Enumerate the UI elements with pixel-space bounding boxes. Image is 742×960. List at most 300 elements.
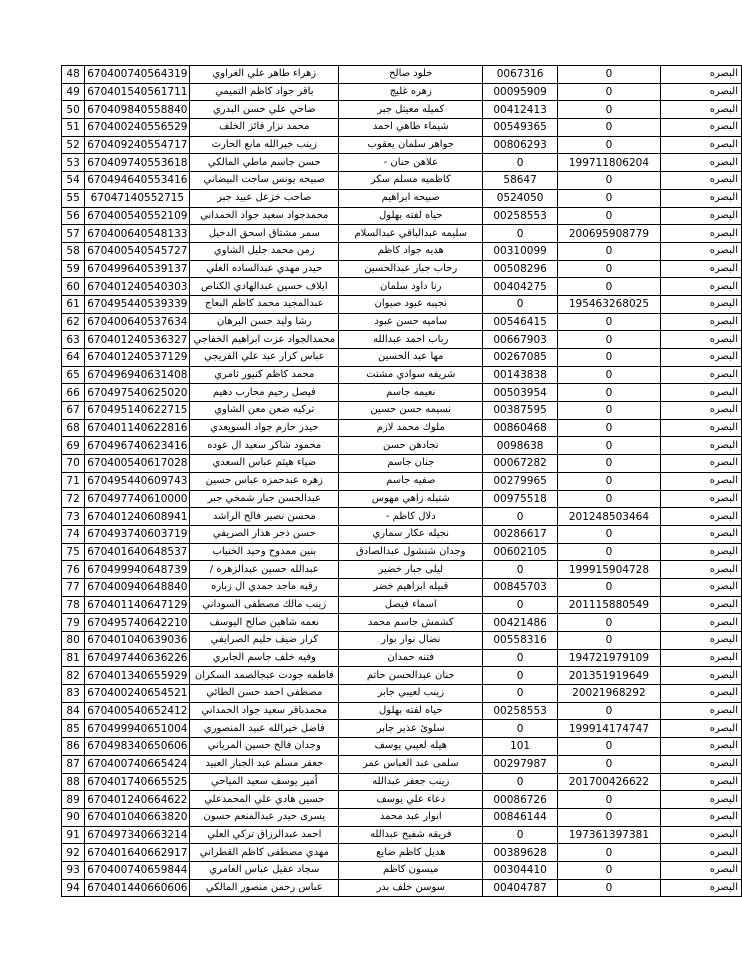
card-number-cell: 00258553 bbox=[483, 207, 557, 225]
governorate-cell: البصره bbox=[661, 667, 742, 685]
row-number-cell: 78 bbox=[62, 596, 85, 614]
table-row bbox=[62, 861, 742, 879]
mother-name-cell: اسماء فيصل bbox=[339, 596, 483, 614]
governorate-cell: البصره bbox=[661, 755, 742, 773]
mother-name-cell: رباب احمد عبدالله bbox=[339, 331, 483, 349]
id-number-cell: 670401740665525 bbox=[85, 773, 190, 791]
card-number-cell: 0067316 bbox=[483, 66, 557, 84]
id-number-cell: 670401240540303 bbox=[85, 278, 190, 296]
full-name-cell: حسن جاسم ماطي المالكي bbox=[190, 154, 339, 172]
governorate-cell: البصره bbox=[661, 384, 742, 402]
table-row bbox=[62, 472, 742, 490]
row-number-cell: 54 bbox=[62, 172, 85, 190]
full-name-cell: مهدي مصطفى كاظم القطراني bbox=[190, 844, 339, 862]
table-row bbox=[62, 879, 742, 897]
id-number-cell: 670401040663820 bbox=[85, 808, 190, 826]
id-number-cell: 670400740659844 bbox=[85, 861, 190, 879]
governorate-cell: البصره bbox=[661, 154, 742, 172]
table-row bbox=[62, 384, 742, 402]
governorate-cell: البصره bbox=[661, 490, 742, 508]
birth-number-cell: 0 bbox=[557, 119, 660, 137]
birth-number-cell: 0 bbox=[557, 83, 660, 101]
table-row bbox=[62, 543, 742, 561]
row-number-cell: 75 bbox=[62, 543, 85, 561]
row-number-cell: 65 bbox=[62, 366, 85, 384]
id-number-cell: 670495440539339 bbox=[85, 295, 190, 313]
full-name-cell: وفيه خلف جاسم الجابري bbox=[190, 649, 339, 667]
card-number-cell: 0 bbox=[483, 154, 557, 172]
mother-name-cell: سليمه عبدالباقي عبدالسلام bbox=[339, 225, 483, 243]
table-row bbox=[62, 331, 742, 349]
governorate-cell: البصره bbox=[661, 578, 742, 596]
row-number-cell: 89 bbox=[62, 791, 85, 809]
full-name-cell: محمدجواد سعيد جواد الحمداني bbox=[190, 207, 339, 225]
table-row bbox=[62, 402, 742, 420]
birth-number-cell: 194721979109 bbox=[557, 649, 660, 667]
table-row bbox=[62, 136, 742, 154]
governorate-cell: البصره bbox=[661, 189, 742, 207]
full-name-cell: عباس رحمن منصور المالكي bbox=[190, 879, 339, 897]
card-number-cell: 0 bbox=[483, 561, 557, 579]
row-number-cell: 67 bbox=[62, 402, 85, 420]
card-number-cell: 00602105 bbox=[483, 543, 557, 561]
governorate-cell: البصره bbox=[661, 419, 742, 437]
card-number-cell: 00845703 bbox=[483, 578, 557, 596]
id-number-cell: 670401240664622 bbox=[85, 791, 190, 809]
row-number-cell: 69 bbox=[62, 437, 85, 455]
table-row bbox=[62, 596, 742, 614]
mother-name-cell: رحاب جبار عبدالحسين bbox=[339, 260, 483, 278]
governorate-cell: البصره bbox=[661, 101, 742, 119]
governorate-cell: البصره bbox=[661, 702, 742, 720]
id-number-cell: 670493740603719 bbox=[85, 525, 190, 543]
table-row bbox=[62, 578, 742, 596]
full-name-cell: فاضل خيرالله عبيد المنصوري bbox=[190, 720, 339, 738]
records-table-body bbox=[62, 66, 742, 897]
mother-name-cell: فريقه شفيح عبدالله bbox=[339, 826, 483, 844]
card-number-cell: 00143838 bbox=[483, 366, 557, 384]
row-number-cell: 53 bbox=[62, 154, 85, 172]
birth-number-cell: 0 bbox=[557, 189, 660, 207]
table-row bbox=[62, 649, 742, 667]
table-row bbox=[62, 826, 742, 844]
mother-name-cell: هديه جواد كاظم bbox=[339, 242, 483, 260]
card-number-cell: 00304410 bbox=[483, 861, 557, 879]
governorate-cell: البصره bbox=[661, 879, 742, 897]
governorate-cell: البصره bbox=[661, 278, 742, 296]
birth-number-cell: 201248503464 bbox=[557, 508, 660, 526]
table-row bbox=[62, 260, 742, 278]
mother-name-cell: دعاء علي يوسف bbox=[339, 791, 483, 809]
birth-number-cell: 0 bbox=[557, 879, 660, 897]
card-number-cell: 00508296 bbox=[483, 260, 557, 278]
birth-number-cell: 0 bbox=[557, 384, 660, 402]
mother-name-cell: رنا داود سلمان bbox=[339, 278, 483, 296]
id-number-cell: 670401140622816 bbox=[85, 419, 190, 437]
table-row bbox=[62, 702, 742, 720]
card-number-cell: 00086726 bbox=[483, 791, 557, 809]
card-number-cell: 0 bbox=[483, 773, 557, 791]
row-number-cell: 79 bbox=[62, 614, 85, 632]
full-name-cell: زهره عبدحمزه عباس حسين bbox=[190, 472, 339, 490]
governorate-cell: البصره bbox=[661, 808, 742, 826]
table-row bbox=[62, 667, 742, 685]
id-number-cell: 670495140622715 bbox=[85, 402, 190, 420]
card-number-cell: 0098638 bbox=[483, 437, 557, 455]
birth-number-cell: 0 bbox=[557, 101, 660, 119]
id-number-cell: 670400740564319 bbox=[85, 66, 190, 84]
id-number-cell: 670401440660606 bbox=[85, 879, 190, 897]
id-number-cell: 670401040639036 bbox=[85, 632, 190, 650]
birth-number-cell: 199914174747 bbox=[557, 720, 660, 738]
governorate-cell: البصره bbox=[661, 402, 742, 420]
id-number-cell: 670409240554717 bbox=[85, 136, 190, 154]
mother-name-cell: زينب لعيبي جابر bbox=[339, 685, 483, 703]
table-row bbox=[62, 437, 742, 455]
birth-number-cell: 0 bbox=[557, 455, 660, 473]
mother-name-cell: انوار عبد محمد bbox=[339, 808, 483, 826]
card-number-cell: 0524050 bbox=[483, 189, 557, 207]
id-number-cell: 670401340655929 bbox=[85, 667, 190, 685]
row-number-cell: 90 bbox=[62, 808, 85, 826]
birth-number-cell: 0 bbox=[557, 472, 660, 490]
row-number-cell: 70 bbox=[62, 455, 85, 473]
mother-name-cell: صبيحه ابراهيم bbox=[339, 189, 483, 207]
governorate-cell: البصره bbox=[661, 561, 742, 579]
full-name-cell: محمدباقر سعيد جواد الحمداني bbox=[190, 702, 339, 720]
birth-number-cell: 0 bbox=[557, 808, 660, 826]
governorate-cell: البصره bbox=[661, 66, 742, 84]
card-number-cell: 58647 bbox=[483, 172, 557, 190]
row-number-cell: 88 bbox=[62, 773, 85, 791]
row-number-cell: 64 bbox=[62, 349, 85, 367]
birth-number-cell: 0 bbox=[557, 614, 660, 632]
card-number-cell: 00279965 bbox=[483, 472, 557, 490]
full-name-cell: زينب مالك مصطفى السوداني bbox=[190, 596, 339, 614]
id-number-cell: 670400540545727 bbox=[85, 242, 190, 260]
mother-name-cell: حنان عبدالحسن حاتم bbox=[339, 667, 483, 685]
mother-name-cell: شيماء طاهي احمد bbox=[339, 119, 483, 137]
governorate-cell: البصره bbox=[661, 119, 742, 137]
mother-name-cell: جواهر سلمان يعقوب bbox=[339, 136, 483, 154]
row-number-cell: 85 bbox=[62, 720, 85, 738]
birth-number-cell: 0 bbox=[557, 578, 660, 596]
row-number-cell: 68 bbox=[62, 419, 85, 437]
birth-number-cell: 0 bbox=[557, 402, 660, 420]
mother-name-cell: مها عبد الحسين bbox=[339, 349, 483, 367]
mother-name-cell: شتيله زاهي مهوس bbox=[339, 490, 483, 508]
full-name-cell: زينب خيرالله مانع الحارث bbox=[190, 136, 339, 154]
id-number-cell: 670400740665424 bbox=[85, 755, 190, 773]
full-name-cell: حيدر مهدي عبدالساده العلي bbox=[190, 260, 339, 278]
id-number-cell: 670401640648537 bbox=[85, 543, 190, 561]
birth-number-cell: 0 bbox=[557, 861, 660, 879]
id-number-cell: 670497740610000 bbox=[85, 490, 190, 508]
row-number-cell: 59 bbox=[62, 260, 85, 278]
mother-name-cell: جنان جاسم bbox=[339, 455, 483, 473]
id-number-cell: 670495440609743 bbox=[85, 472, 190, 490]
governorate-cell: البصره bbox=[661, 313, 742, 331]
table-row bbox=[62, 791, 742, 809]
table-row bbox=[62, 154, 742, 172]
id-number-cell: 670496740623416 bbox=[85, 437, 190, 455]
mother-name-cell: نجيبه عبود صيوان bbox=[339, 295, 483, 313]
governorate-cell: البصره bbox=[661, 738, 742, 756]
row-number-cell: 63 bbox=[62, 331, 85, 349]
card-number-cell: 0 bbox=[483, 720, 557, 738]
birth-number-cell: 0 bbox=[557, 632, 660, 650]
id-number-cell: 670401540561711 bbox=[85, 83, 190, 101]
card-number-cell: 0 bbox=[483, 225, 557, 243]
governorate-cell: البصره bbox=[661, 136, 742, 154]
mother-name-cell: نعيمه جاسم bbox=[339, 384, 483, 402]
table-row bbox=[62, 189, 742, 207]
mother-name-cell: ليلى جبار خضير bbox=[339, 561, 483, 579]
row-number-cell: 66 bbox=[62, 384, 85, 402]
table-row bbox=[62, 295, 742, 313]
mother-name-cell: حياه لفته بهلول bbox=[339, 207, 483, 225]
governorate-cell: البصره bbox=[661, 508, 742, 526]
birth-number-cell: 201700426622 bbox=[557, 773, 660, 791]
table-row bbox=[62, 119, 742, 137]
table-row bbox=[62, 738, 742, 756]
row-number-cell: 91 bbox=[62, 826, 85, 844]
table-row bbox=[62, 720, 742, 738]
row-number-cell: 60 bbox=[62, 278, 85, 296]
id-number-cell: 670401140647129 bbox=[85, 596, 190, 614]
birth-number-cell: 0 bbox=[557, 136, 660, 154]
table-row bbox=[62, 101, 742, 119]
full-name-cell: باقر جواد كاظم التميمي bbox=[190, 83, 339, 101]
mother-name-cell: دلال كاظم - bbox=[339, 508, 483, 526]
full-name-cell: احمد عبدالرزاق تركي العلي bbox=[190, 826, 339, 844]
birth-number-cell: 201115880549 bbox=[557, 596, 660, 614]
card-number-cell: 0 bbox=[483, 508, 557, 526]
row-number-cell: 56 bbox=[62, 207, 85, 225]
governorate-cell: البصره bbox=[661, 773, 742, 791]
mother-name-cell: ملوك محمد لازم bbox=[339, 419, 483, 437]
table-row bbox=[62, 561, 742, 579]
birth-number-cell: 0 bbox=[557, 349, 660, 367]
row-number-cell: 58 bbox=[62, 242, 85, 260]
id-number-cell: 670400640548133 bbox=[85, 225, 190, 243]
birth-number-cell: 0 bbox=[557, 242, 660, 260]
mother-name-cell: خلود صالح bbox=[339, 66, 483, 84]
table-row bbox=[62, 632, 742, 650]
table-row bbox=[62, 366, 742, 384]
full-name-cell: فيصل رحيم محارب دهيم bbox=[190, 384, 339, 402]
birth-number-cell: 0 bbox=[557, 755, 660, 773]
row-number-cell: 93 bbox=[62, 861, 85, 879]
full-name-cell: رشا وليد حسن البرهان bbox=[190, 313, 339, 331]
full-name-cell: زمن محمد جليل الشاوي bbox=[190, 242, 339, 260]
id-number-cell: 670499940651004 bbox=[85, 720, 190, 738]
governorate-cell: البصره bbox=[661, 260, 742, 278]
full-name-cell: عبدالمجيد محمد كاظم البعاج bbox=[190, 295, 339, 313]
card-number-cell: 00558316 bbox=[483, 632, 557, 650]
mother-name-cell: كاظميه مسلم سكر bbox=[339, 172, 483, 190]
id-number-cell: 670401240608941 bbox=[85, 508, 190, 526]
full-name-cell: صبيحه يونس ساجت البيضاني bbox=[190, 172, 339, 190]
row-number-cell: 55 bbox=[62, 189, 85, 207]
full-name-cell: بنين ممدوح وحيد الخنياب bbox=[190, 543, 339, 561]
row-number-cell: 80 bbox=[62, 632, 85, 650]
birth-number-cell: 201351919649 bbox=[557, 667, 660, 685]
governorate-cell: البصره bbox=[661, 295, 742, 313]
row-number-cell: 72 bbox=[62, 490, 85, 508]
table-row bbox=[62, 755, 742, 773]
full-name-cell: ضاحي علي حسن البدري bbox=[190, 101, 339, 119]
governorate-cell: البصره bbox=[661, 791, 742, 809]
table-row bbox=[62, 419, 742, 437]
card-number-cell: 00806293 bbox=[483, 136, 557, 154]
governorate-cell: البصره bbox=[661, 437, 742, 455]
id-number-cell: 670409740553618 bbox=[85, 154, 190, 172]
id-number-cell: 670401640662917 bbox=[85, 844, 190, 862]
full-name-cell: ايلاف حسين عبدالهادي الكناص bbox=[190, 278, 339, 296]
mother-name-cell: زهره غليج bbox=[339, 83, 483, 101]
full-name-cell: رقيه ماجد حمدي ال زباره bbox=[190, 578, 339, 596]
card-number-cell: 0 bbox=[483, 667, 557, 685]
birth-number-cell: 195463268025 bbox=[557, 295, 660, 313]
mother-name-cell: سوسن خلف بدر bbox=[339, 879, 483, 897]
id-number-cell: 670499940648739 bbox=[85, 561, 190, 579]
full-name-cell: نعمه شاهين صالح اليوسف bbox=[190, 614, 339, 632]
full-name-cell: سجاد عقيل عباس العامري bbox=[190, 861, 339, 879]
id-number-cell: 670497340663214 bbox=[85, 826, 190, 844]
id-number-cell: 670400240556529 bbox=[85, 119, 190, 137]
row-number-cell: 52 bbox=[62, 136, 85, 154]
card-number-cell: 00095909 bbox=[483, 83, 557, 101]
table-row bbox=[62, 773, 742, 791]
id-number-cell: 67047140552715 bbox=[85, 189, 190, 207]
table-row bbox=[62, 66, 742, 84]
card-number-cell: 00310099 bbox=[483, 242, 557, 260]
id-number-cell: 670498340650606 bbox=[85, 738, 190, 756]
birth-number-cell: 0 bbox=[557, 738, 660, 756]
full-name-cell: عبدالحسن جبار شمخي جبر bbox=[190, 490, 339, 508]
table-row bbox=[62, 225, 742, 243]
mother-name-cell: سلوئ عذير جابر bbox=[339, 720, 483, 738]
table-row bbox=[62, 808, 742, 826]
full-name-cell: سمر مشتاق اسحق الدخيل bbox=[190, 225, 339, 243]
row-number-cell: 82 bbox=[62, 667, 85, 685]
governorate-cell: البصره bbox=[661, 172, 742, 190]
id-number-cell: 670497440636226 bbox=[85, 649, 190, 667]
row-number-cell: 92 bbox=[62, 844, 85, 862]
birth-number-cell: 0 bbox=[557, 543, 660, 561]
card-number-cell: 0 bbox=[483, 295, 557, 313]
id-number-cell: 670496940631408 bbox=[85, 366, 190, 384]
table-row bbox=[62, 172, 742, 190]
table-row bbox=[62, 525, 742, 543]
table-row bbox=[62, 278, 742, 296]
card-number-cell: 00267085 bbox=[483, 349, 557, 367]
row-number-cell: 62 bbox=[62, 313, 85, 331]
id-number-cell: 670401240537129 bbox=[85, 349, 190, 367]
row-number-cell: 84 bbox=[62, 702, 85, 720]
mother-name-cell: ميسون كاظم bbox=[339, 861, 483, 879]
card-number-cell: 00404787 bbox=[483, 879, 557, 897]
id-number-cell: 670409840558840 bbox=[85, 101, 190, 119]
governorate-cell: البصره bbox=[661, 649, 742, 667]
mother-name-cell: كميله معيتل جبر bbox=[339, 101, 483, 119]
birth-number-cell: 0 bbox=[557, 172, 660, 190]
birth-number-cell: 0 bbox=[557, 490, 660, 508]
row-number-cell: 76 bbox=[62, 561, 85, 579]
row-number-cell: 94 bbox=[62, 879, 85, 897]
id-number-cell: 670401240536327 bbox=[85, 331, 190, 349]
id-number-cell: 670499640539137 bbox=[85, 260, 190, 278]
mother-name-cell: علاهن حنان - bbox=[339, 154, 483, 172]
table-row bbox=[62, 508, 742, 526]
mother-name-cell: شريفه سوادي مشتت bbox=[339, 366, 483, 384]
mother-name-cell: سلمى عبد العباس عمر bbox=[339, 755, 483, 773]
governorate-cell: البصره bbox=[661, 861, 742, 879]
full-name-cell: حسن ذجر هذار الصريفي bbox=[190, 525, 339, 543]
full-name-cell: حسين هادي علي المحمدعلي bbox=[190, 791, 339, 809]
card-number-cell: 00387595 bbox=[483, 402, 557, 420]
mother-name-cell: نسيمه حسن حسين bbox=[339, 402, 483, 420]
full-name-cell: محمد كاظم كنيور ثامري bbox=[190, 366, 339, 384]
mother-name-cell: فتنه حمدان bbox=[339, 649, 483, 667]
card-number-cell: 00667903 bbox=[483, 331, 557, 349]
birth-number-cell: 0 bbox=[557, 419, 660, 437]
full-name-cell: يسرى حيدر عبدالمنعم حسون bbox=[190, 808, 339, 826]
birth-number-cell: 200695908779 bbox=[557, 225, 660, 243]
row-number-cell: 83 bbox=[62, 685, 85, 703]
governorate-cell: البصره bbox=[661, 472, 742, 490]
row-number-cell: 71 bbox=[62, 472, 85, 490]
table-row bbox=[62, 207, 742, 225]
full-name-cell: حيدر حازم جواد السويعدي bbox=[190, 419, 339, 437]
table-row bbox=[62, 614, 742, 632]
row-number-cell: 49 bbox=[62, 83, 85, 101]
full-name-cell: محمد نزار فائز الخلف bbox=[190, 119, 339, 137]
mother-name-cell: ساميه حسن عبود bbox=[339, 313, 483, 331]
full-name-cell: ضياء هيثم عباس السعدي bbox=[190, 455, 339, 473]
card-number-cell: 00258553 bbox=[483, 702, 557, 720]
mother-name-cell: وجدان شنشول عبدالصادق bbox=[339, 543, 483, 561]
table-row bbox=[62, 242, 742, 260]
card-number-cell: 00067282 bbox=[483, 455, 557, 473]
id-number-cell: 670400940648840 bbox=[85, 578, 190, 596]
card-number-cell: 00846144 bbox=[483, 808, 557, 826]
full-name-cell: محسن نصير فالح الراشد bbox=[190, 508, 339, 526]
row-number-cell: 57 bbox=[62, 225, 85, 243]
governorate-cell: البصره bbox=[661, 242, 742, 260]
full-name-cell: مصطفى احمد حسن الطائي bbox=[190, 685, 339, 703]
card-number-cell: 00549365 bbox=[483, 119, 557, 137]
governorate-cell: البصره bbox=[661, 844, 742, 862]
full-name-cell: أمير يوسف سعيد المياحي bbox=[190, 773, 339, 791]
table-row bbox=[62, 685, 742, 703]
mother-name-cell: زينب جعفر عبدالله bbox=[339, 773, 483, 791]
card-number-cell: 00297987 bbox=[483, 755, 557, 773]
id-number-cell: 670400540617028 bbox=[85, 455, 190, 473]
row-number-cell: 81 bbox=[62, 649, 85, 667]
birth-number-cell: 0 bbox=[557, 791, 660, 809]
id-number-cell: 670400640537634 bbox=[85, 313, 190, 331]
table-row bbox=[62, 844, 742, 862]
mother-name-cell: هيله لعيبي يوسف bbox=[339, 738, 483, 756]
mother-name-cell: نجادهن حسن bbox=[339, 437, 483, 455]
birth-number-cell: 0 bbox=[557, 366, 660, 384]
card-number-cell: 0 bbox=[483, 649, 557, 667]
birth-number-cell: 0 bbox=[557, 207, 660, 225]
birth-number-cell: 20021968292 bbox=[557, 685, 660, 703]
governorate-cell: البصره bbox=[661, 225, 742, 243]
